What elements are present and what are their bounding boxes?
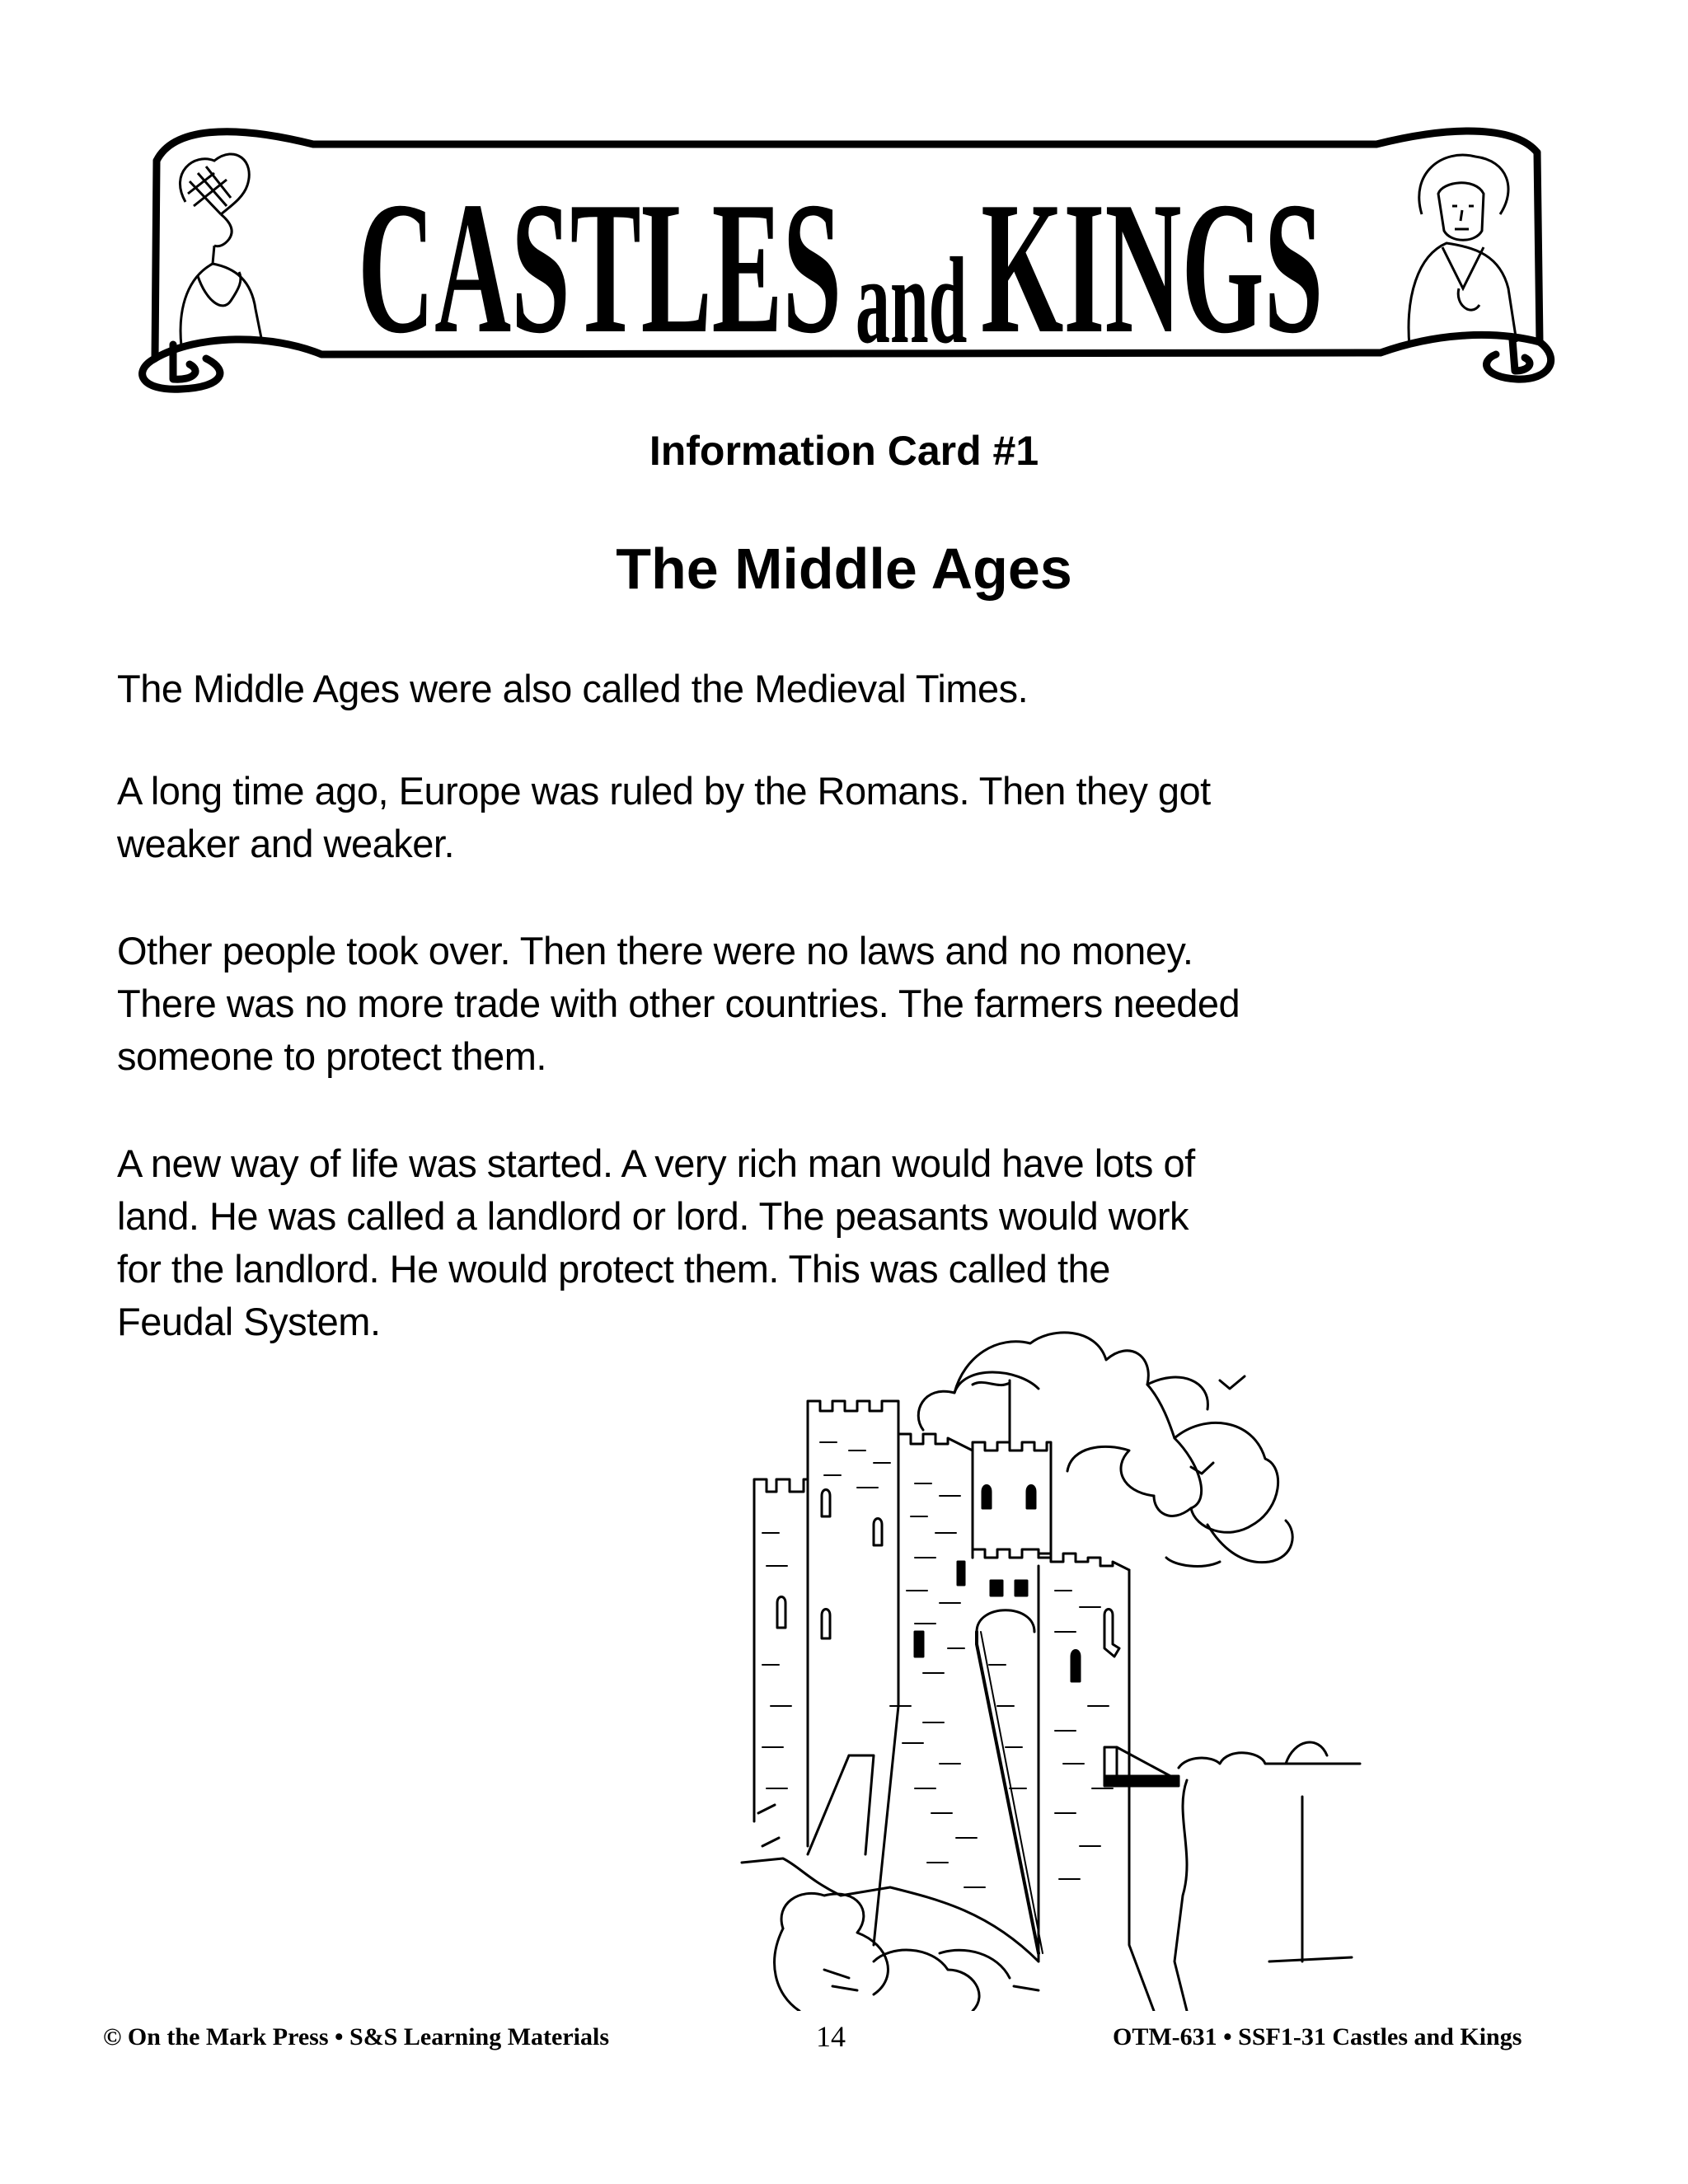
paragraph-3 [117,925,1592,1083]
banner-title [358,162,1324,373]
paragraph-line: for the landlord. He would protect them. This was called the [117,1247,1110,1291]
paragraph-line: land. He was called a landlord or lord. The peasants would work [117,1194,1189,1238]
noblewoman-icon [180,154,262,346]
castle-icon [725,1319,1550,2011]
paragraph-line: The Middle Ages were also called the Medieval Times. [117,667,1029,710]
paragraph-1 [117,663,1592,715]
title-banner [124,124,1566,396]
banner-title-kings: KINGS [981,162,1324,373]
card-label: Information Card #1 [649,428,1039,474]
castle-illustration [725,1319,1550,2011]
paragraph-line: Feudal System. [117,1300,381,1343]
banner-title-and: and [856,232,968,369]
paragraph-line: A new way of life was started. A very rich man would have lots of [117,1141,1195,1185]
paragraph-4 [117,1137,1592,1348]
page-title: The Middle Ages [616,537,1072,601]
footer-page-number: 14 [816,2020,846,2053]
paragraph-line: A long time ago, Europe was ruled by the Romans. Then they got [117,769,1211,813]
paragraph-2 [117,765,1592,870]
paragraph-line: Other people took over. Then there were no laws and no money. [117,929,1193,972]
paragraph-line: someone to protect them. [117,1034,546,1078]
paragraph-line: There was no more trade with other countries. The farmers needed [117,982,1240,1025]
nobleman-icon [1409,155,1517,346]
paragraph-line: weaker and weaker. [117,822,455,865]
banner-title-castles: CASTLES [358,162,842,373]
footer-copyright: © On the Mark Press • S&S Learning Materials [103,2023,609,2050]
footer-product-code: OTM-631 • SSF1-31 Castles and Kings [1113,2023,1522,2050]
